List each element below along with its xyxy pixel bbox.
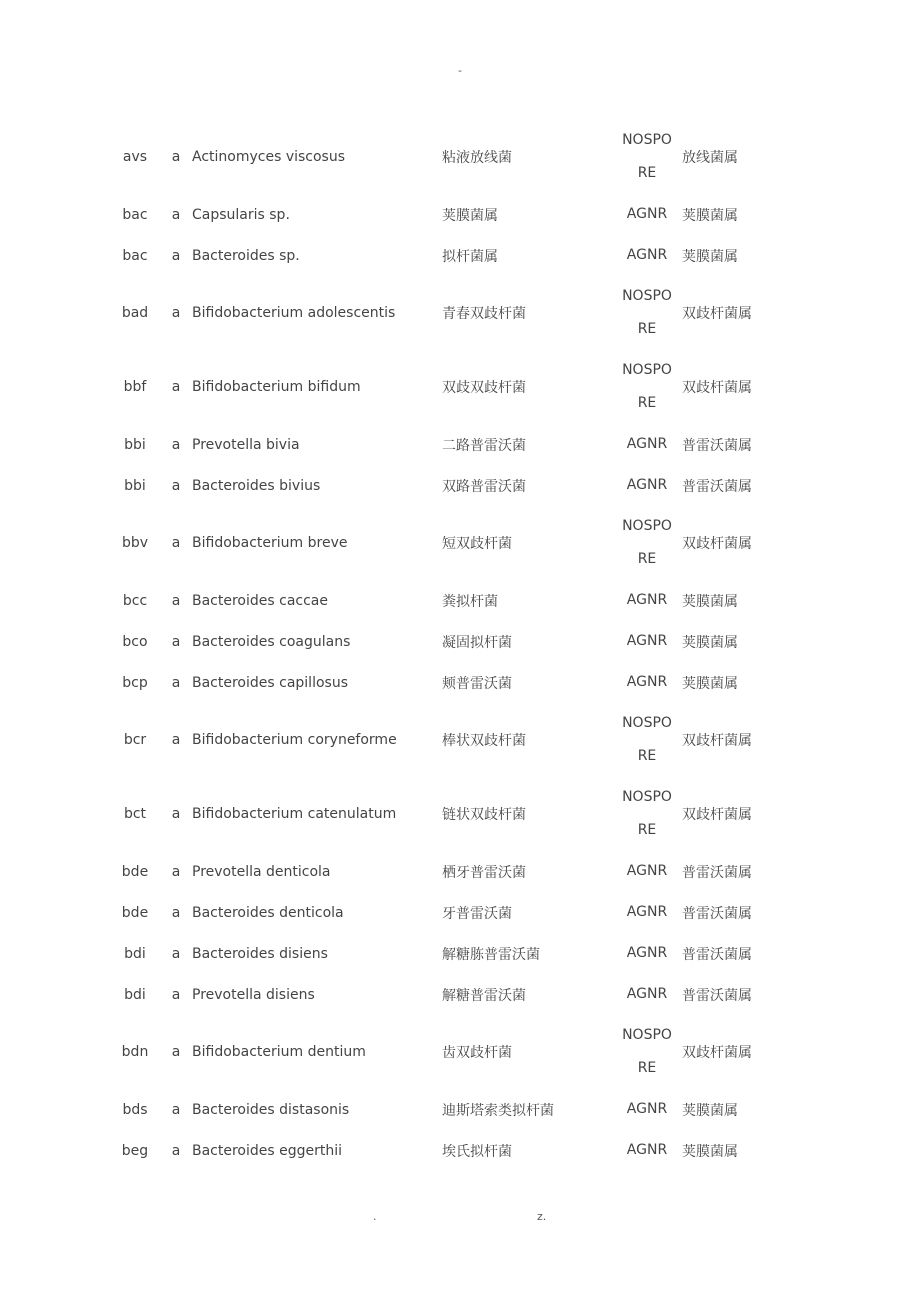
organism-code: bac bbox=[122, 206, 148, 223]
organism-genus: 荚膜菌属 bbox=[682, 593, 738, 610]
organism-type: a bbox=[171, 674, 181, 691]
organism-gram-group: AGNR bbox=[626, 986, 668, 1002]
table-row bbox=[110, 424, 770, 465]
organism-genus: 双歧杆菌属 bbox=[682, 306, 752, 322]
organism-code: bbi bbox=[124, 436, 146, 453]
organism-name: Bifidobacterium dentium bbox=[192, 1044, 366, 1060]
organism-gram-group: AGNR bbox=[626, 674, 668, 690]
organism-name: Bacteroides caccae bbox=[192, 592, 328, 609]
organism-name: Bacteroides coagulans bbox=[192, 633, 351, 650]
organism-type: a bbox=[171, 247, 181, 264]
organism-chinese-name: 短双歧杆菌 bbox=[442, 536, 512, 552]
table-row bbox=[110, 662, 770, 703]
organism-type: a bbox=[171, 1142, 181, 1159]
organism-genus: 双歧杆菌属 bbox=[682, 733, 752, 749]
organism-gram-group: AGNR bbox=[626, 477, 668, 493]
table-row bbox=[110, 1089, 770, 1130]
organism-genus: 双歧杆菌属 bbox=[682, 380, 752, 396]
organism-name: Capsularis sp. bbox=[192, 206, 290, 223]
organism-type: a bbox=[171, 535, 181, 551]
table-row bbox=[110, 580, 770, 621]
organism-chinese-name: 双路普雷沃菌 bbox=[442, 478, 526, 495]
organism-chinese-name: 链状双歧杆菌 bbox=[442, 807, 526, 823]
table-row bbox=[110, 506, 770, 580]
organism-code: bac bbox=[122, 247, 148, 264]
page-footer-left-mark: . bbox=[373, 1210, 377, 1223]
organism-name: Bacteroides capillosus bbox=[192, 674, 348, 691]
organism-name: Bifidobacterium bifidum bbox=[192, 379, 361, 395]
organism-type: a bbox=[171, 436, 181, 453]
organism-code: bcr bbox=[123, 732, 147, 748]
organism-chinese-name: 荚膜菌属 bbox=[442, 207, 498, 224]
organism-gram-group: AGNR bbox=[626, 863, 668, 879]
organism-genus: 双歧杆菌属 bbox=[682, 807, 752, 823]
organism-type: a bbox=[171, 477, 181, 494]
organism-gram-group: NOSPO RE bbox=[622, 132, 672, 181]
organism-code: avs bbox=[122, 149, 148, 165]
organism-code: bbv bbox=[121, 535, 149, 551]
organism-gram-group: NOSPO RE bbox=[622, 715, 672, 764]
organism-genus: 荚膜菌属 bbox=[682, 634, 738, 651]
table-row bbox=[110, 974, 770, 1015]
organism-genus: 荚膜菌属 bbox=[682, 248, 738, 265]
organism-table bbox=[110, 120, 770, 1171]
organism-type: a bbox=[171, 904, 181, 921]
organism-chinese-name: 双歧双歧杆菌 bbox=[442, 380, 526, 396]
organism-code: bbi bbox=[124, 477, 146, 494]
organism-genus: 荚膜菌属 bbox=[682, 1102, 738, 1119]
page-footer-right-mark: z. bbox=[537, 1210, 547, 1223]
organism-chinese-name: 二路普雷沃菌 bbox=[442, 437, 526, 454]
organism-name: Actinomyces viscosus bbox=[192, 149, 346, 165]
table-row bbox=[110, 892, 770, 933]
organism-code: bde bbox=[121, 863, 149, 880]
organism-type: a bbox=[171, 1044, 181, 1060]
organism-genus: 荚膜菌属 bbox=[682, 1143, 738, 1160]
table-row bbox=[110, 465, 770, 506]
table-row bbox=[110, 194, 770, 235]
organism-type: a bbox=[171, 806, 181, 822]
organism-gram-group: NOSPO RE bbox=[622, 288, 672, 337]
organism-genus: 普雷沃菌属 bbox=[682, 478, 752, 495]
table-row bbox=[110, 777, 770, 851]
organism-code: bco bbox=[122, 633, 148, 650]
organism-gram-group: NOSPO RE bbox=[622, 1027, 672, 1076]
organism-code: bad bbox=[121, 305, 149, 321]
organism-type: a bbox=[171, 945, 181, 962]
organism-gram-group: AGNR bbox=[626, 1142, 668, 1158]
organism-type: a bbox=[171, 379, 181, 395]
organism-gram-group: AGNR bbox=[626, 904, 668, 920]
table-row bbox=[110, 1130, 770, 1171]
organism-gram-group: AGNR bbox=[626, 436, 668, 452]
organism-type: a bbox=[171, 732, 181, 748]
table-row bbox=[110, 851, 770, 892]
organism-chinese-name: 青春双歧杆菌 bbox=[442, 306, 526, 322]
organism-name: Bifidobacterium catenulatum bbox=[192, 806, 397, 822]
organism-name: Bacteroides denticola bbox=[192, 904, 344, 921]
table-row bbox=[110, 621, 770, 662]
organism-gram-group: NOSPO RE bbox=[622, 789, 672, 838]
organism-genus: 荚膜菌属 bbox=[682, 207, 738, 224]
organism-code: bdi bbox=[124, 986, 146, 1003]
organism-name: Prevotella disiens bbox=[192, 986, 315, 1003]
organism-type: a bbox=[171, 863, 181, 880]
organism-code: bdi bbox=[124, 945, 146, 962]
organism-name: Prevotella denticola bbox=[192, 863, 331, 880]
organism-type: a bbox=[171, 592, 181, 609]
table-row bbox=[110, 933, 770, 974]
organism-chinese-name: 埃氏拟杆菌 bbox=[442, 1143, 512, 1160]
page-header-mark: - bbox=[458, 64, 462, 77]
organism-gram-group: AGNR bbox=[626, 633, 668, 649]
table-row bbox=[110, 235, 770, 276]
organism-name: Bacteroides sp. bbox=[192, 247, 300, 264]
organism-chinese-name: 凝固拟杆菌 bbox=[442, 634, 512, 651]
organism-genus: 普雷沃菌属 bbox=[682, 987, 752, 1004]
organism-chinese-name: 粘液放线菌 bbox=[442, 150, 512, 166]
organism-gram-group: NOSPO RE bbox=[622, 518, 672, 567]
organism-code: bbf bbox=[123, 379, 147, 395]
table-row bbox=[110, 120, 770, 194]
organism-type: a bbox=[171, 206, 181, 223]
organism-name: Bacteroides distasonis bbox=[192, 1101, 350, 1118]
organism-name: Bifidobacterium breve bbox=[192, 535, 348, 551]
table-row bbox=[110, 703, 770, 777]
organism-chinese-name: 牙普雷沃菌 bbox=[442, 905, 512, 922]
organism-chinese-name: 迪斯塔索类拟杆菌 bbox=[442, 1102, 554, 1119]
table-row bbox=[110, 350, 770, 424]
organism-genus: 普雷沃菌属 bbox=[682, 946, 752, 963]
organism-genus: 荚膜菌属 bbox=[682, 675, 738, 692]
organism-type: a bbox=[171, 305, 181, 321]
organism-chinese-name: 齿双歧杆菌 bbox=[442, 1045, 512, 1061]
organism-code: bdn bbox=[121, 1044, 149, 1060]
organism-type: a bbox=[171, 149, 181, 165]
organism-chinese-name: 颊普雷沃菌 bbox=[442, 675, 512, 692]
organism-chinese-name: 粪拟杆菌 bbox=[442, 593, 498, 610]
table-row bbox=[110, 276, 770, 350]
organism-genus: 普雷沃菌属 bbox=[682, 905, 752, 922]
organism-code: bct bbox=[123, 806, 147, 822]
organism-type: a bbox=[171, 633, 181, 650]
organism-gram-group: AGNR bbox=[626, 1101, 668, 1117]
organism-name: Bacteroides bivius bbox=[192, 477, 321, 494]
organism-code: beg bbox=[121, 1142, 149, 1159]
organism-chinese-name: 解糖普雷沃菌 bbox=[442, 987, 526, 1004]
organism-type: a bbox=[171, 1101, 181, 1118]
organism-gram-group: NOSPO RE bbox=[622, 362, 672, 411]
organism-genus: 普雷沃菌属 bbox=[682, 437, 752, 454]
organism-name: Bacteroides eggerthii bbox=[192, 1142, 343, 1159]
organism-chinese-name: 栖牙普雷沃菌 bbox=[442, 864, 526, 881]
organism-chinese-name: 拟杆菌属 bbox=[442, 248, 498, 265]
organism-gram-group: AGNR bbox=[626, 592, 668, 608]
table-row bbox=[110, 1015, 770, 1089]
organism-chinese-name: 解糖胨普雷沃菌 bbox=[442, 946, 540, 963]
organism-chinese-name: 棒状双歧杆菌 bbox=[442, 733, 526, 749]
organism-genus: 普雷沃菌属 bbox=[682, 864, 752, 881]
organism-code: bcc bbox=[122, 592, 148, 609]
organism-gram-group: AGNR bbox=[626, 945, 668, 961]
organism-name: Bifidobacterium coryneforme bbox=[192, 732, 397, 748]
organism-genus: 放线菌属 bbox=[682, 150, 738, 166]
organism-name: Bifidobacterium adolescentis bbox=[192, 305, 396, 321]
organism-code: bds bbox=[122, 1101, 148, 1118]
organism-code: bde bbox=[121, 904, 149, 921]
organism-genus: 双歧杆菌属 bbox=[682, 536, 752, 552]
organism-code: bcp bbox=[122, 674, 148, 691]
organism-genus: 双歧杆菌属 bbox=[682, 1045, 752, 1061]
organism-gram-group: AGNR bbox=[626, 206, 668, 222]
organism-name: Prevotella bivia bbox=[192, 436, 300, 453]
organism-name: Bacteroides disiens bbox=[192, 945, 328, 962]
organism-gram-group: AGNR bbox=[626, 247, 668, 263]
organism-type: a bbox=[171, 986, 181, 1003]
